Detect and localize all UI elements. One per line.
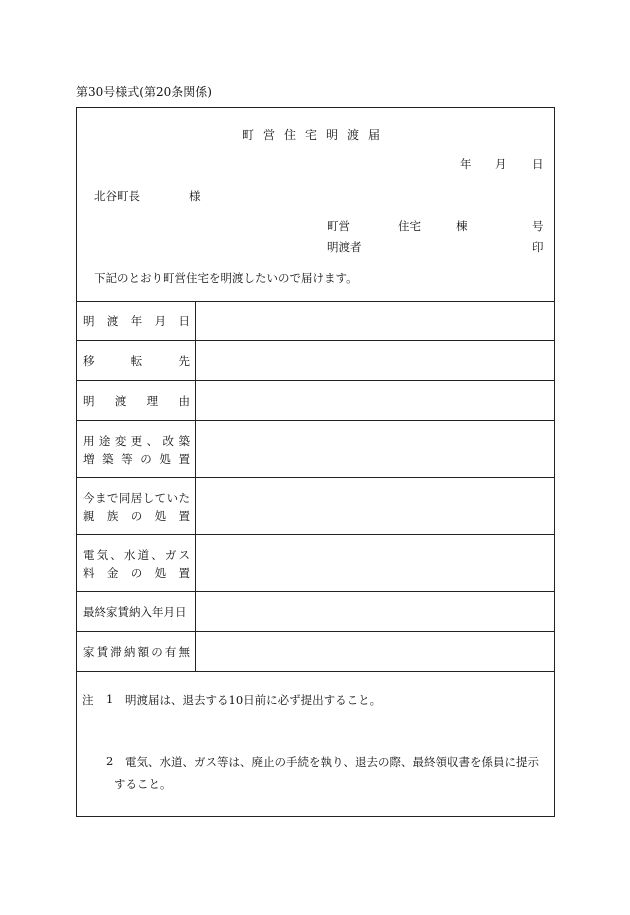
housing-number: 号 (532, 219, 544, 233)
date-month: 月 (495, 157, 507, 171)
form-title: 町営住宅明渡届 (241, 128, 389, 142)
row-label (77, 301, 196, 340)
row-label-line1: 用 途 変 更 、 改 築 (83, 434, 190, 448)
note-1-number: 1 (106, 692, 114, 706)
form-header (77, 108, 554, 302)
row-label-line2: 親 族 の 処 置 (83, 509, 190, 523)
table-row (77, 535, 554, 592)
row-label-line1: 移 転 先 (83, 353, 190, 368)
housing-building: 棟 (456, 219, 468, 233)
note-2-text: 電気、水道、ガス等は、廃止の手続を執り、退去の際、最終領収書を係員に提示 (125, 755, 539, 769)
row-label-line1: 家 賃 滞 納 額 の 有 無 (83, 644, 190, 659)
row-label-line1: 明 渡 理 由 (83, 393, 190, 408)
notice-form (76, 107, 555, 817)
row-label-line1: 電 気 、 水 道 、 ガ ス (83, 548, 190, 562)
row-label-line2: 料 金 の 処 置 (83, 566, 190, 580)
row-label (77, 592, 196, 631)
row-label (77, 381, 196, 420)
addressee-name: 北谷町長 (94, 189, 140, 203)
applicant-label: 明渡者 (327, 240, 362, 254)
form-rows (77, 301, 554, 672)
table-row (77, 421, 554, 478)
table-row (77, 592, 554, 632)
date-day: 日 (532, 157, 544, 171)
notes-label: 注 (82, 693, 94, 707)
statement: 下記のとおり町営住宅を明渡したいので届けます。 (94, 271, 358, 285)
table-row (77, 632, 554, 672)
table-row (77, 341, 554, 381)
addressee-honorific: 様 (189, 189, 201, 203)
note-2-continuation: すること。 (114, 777, 172, 791)
row-label (77, 535, 196, 591)
table-row (77, 301, 554, 341)
date-year: 年 (460, 157, 472, 171)
row-label (77, 421, 196, 477)
note-1-text: 明渡届は、退去する10日前に必ず提出すること。 (125, 693, 382, 707)
table-row (77, 381, 554, 421)
row-label-line1: 明 渡 年 月 日 (83, 313, 190, 328)
row-label-line1: 今 ま で 同 居 し て い た (83, 491, 190, 505)
row-label-line2: 増 築 等 の 処 置 (83, 452, 190, 466)
notes-section (77, 672, 554, 818)
applicant-seal: 印 (532, 240, 544, 254)
housing-residence: 住宅 (398, 219, 421, 233)
form-number: 第30号様式(第20条関係) (76, 85, 212, 99)
table-row (77, 478, 554, 535)
row-label-line1: 最終家賃納入年月日 (83, 604, 187, 619)
housing-prefix: 町営 (327, 219, 350, 233)
row-label (77, 478, 196, 534)
row-label (77, 632, 196, 671)
note-2-number: 2 (106, 754, 114, 768)
row-label (77, 341, 196, 380)
